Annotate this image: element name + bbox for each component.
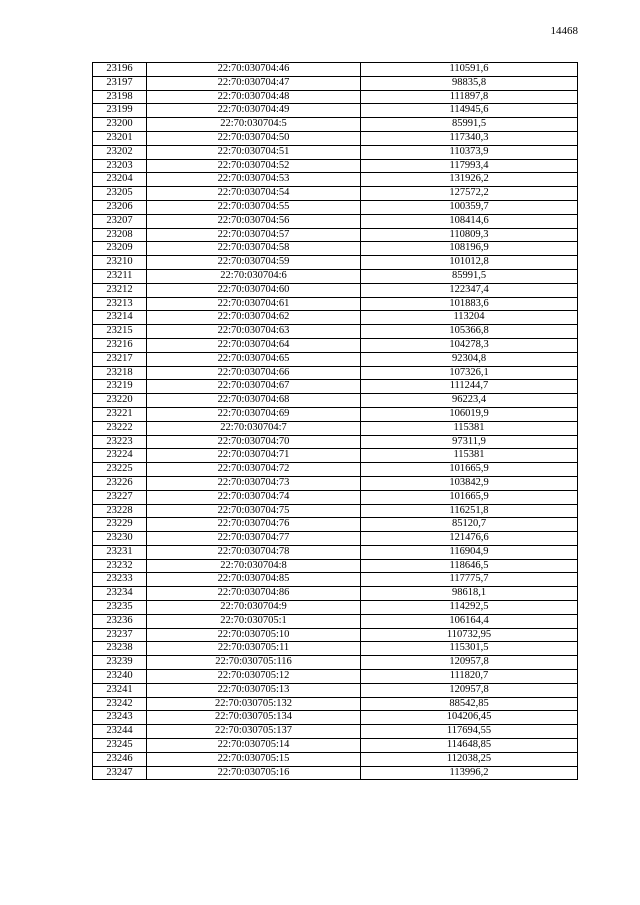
table-row [93,63,578,77]
row-number-cell: 23227 [93,490,147,504]
cadastral-number-cell: 22:70:030704:52 [147,159,361,173]
table-row [93,670,578,684]
table-row [93,187,578,201]
value-cell: 100359,7 [361,200,578,214]
row-number-cell: 23196 [93,63,147,77]
value-cell: 110373,9 [361,145,578,159]
value-cell: 110809,3 [361,228,578,242]
cadastral-number-cell: 22:70:030704:60 [147,283,361,297]
row-number-cell: 23215 [93,325,147,339]
value-cell: 88542,85 [361,697,578,711]
table-row [93,601,578,615]
table-row [93,173,578,187]
cadastral-number-cell: 22:70:030704:48 [147,90,361,104]
value-cell: 110591,6 [361,63,578,77]
row-number-cell: 23218 [93,366,147,380]
table-row [93,407,578,421]
value-cell: 116904,9 [361,545,578,559]
row-number-cell: 23220 [93,394,147,408]
value-cell: 112038,25 [361,752,578,766]
value-cell: 111897,8 [361,90,578,104]
table-row [93,449,578,463]
cadastral-number-cell: 22:70:030704:72 [147,463,361,477]
row-number-cell: 23223 [93,435,147,449]
cadastral-number-cell: 22:70:030704:57 [147,228,361,242]
cadastral-number-cell: 22:70:030704:67 [147,380,361,394]
row-number-cell: 23229 [93,518,147,532]
cadastral-number-cell: 22:70:030704:50 [147,131,361,145]
value-cell: 104206,45 [361,711,578,725]
cadastral-number-cell: 22:70:030704:56 [147,214,361,228]
value-cell: 108196,9 [361,242,578,256]
value-cell: 122347,4 [361,283,578,297]
cadastral-number-cell: 22:70:030704:51 [147,145,361,159]
value-cell: 111244,7 [361,380,578,394]
page-number: 14468 [550,25,578,37]
row-number-cell: 23203 [93,159,147,173]
cadastral-number-cell: 22:70:030704:53 [147,173,361,187]
cadastral-number-cell: 22:70:030705:1 [147,614,361,628]
row-number-cell: 23233 [93,573,147,587]
table-row [93,463,578,477]
cadastral-number-cell: 22:70:030704:76 [147,518,361,532]
row-number-cell: 23214 [93,311,147,325]
row-number-cell: 23240 [93,670,147,684]
row-number-cell: 23236 [93,614,147,628]
row-number-cell: 23231 [93,545,147,559]
table-row [93,587,578,601]
table-row [93,725,578,739]
value-cell: 108414,6 [361,214,578,228]
value-cell: 106164,4 [361,614,578,628]
cadastral-number-cell: 22:70:030704:65 [147,352,361,366]
row-number-cell: 23210 [93,256,147,270]
table-row [93,90,578,104]
row-number-cell: 23217 [93,352,147,366]
row-number-cell: 23205 [93,187,147,201]
value-cell: 115301,5 [361,642,578,656]
value-cell: 96223,4 [361,394,578,408]
value-cell: 101665,9 [361,490,578,504]
cadastral-number-cell: 22:70:030704:7 [147,421,361,435]
value-cell: 105366,8 [361,325,578,339]
cadastral-number-cell: 22:70:030705:137 [147,725,361,739]
value-cell: 121476,6 [361,532,578,546]
cadastral-number-cell: 22:70:030704:9 [147,601,361,615]
value-cell: 117775,7 [361,573,578,587]
value-cell: 131926,2 [361,173,578,187]
cadastral-number-cell: 22:70:030704:59 [147,256,361,270]
table-row [93,697,578,711]
value-cell: 98618,1 [361,587,578,601]
row-number-cell: 23212 [93,283,147,297]
cadastral-number-cell: 22:70:030704:58 [147,242,361,256]
row-number-cell: 23228 [93,504,147,518]
table-row [93,559,578,573]
table-row [93,394,578,408]
table-row [93,228,578,242]
row-number-cell: 23197 [93,76,147,90]
table-row [93,545,578,559]
row-number-cell: 23216 [93,338,147,352]
value-cell: 117694,55 [361,725,578,739]
value-cell: 113204 [361,311,578,325]
table-row [93,159,578,173]
value-cell: 120957,8 [361,656,578,670]
value-cell: 114292,5 [361,601,578,615]
row-number-cell: 23207 [93,214,147,228]
table-row [93,518,578,532]
value-cell: 117993,4 [361,159,578,173]
value-cell: 114945,6 [361,104,578,118]
cadastral-number-cell: 22:70:030704:64 [147,338,361,352]
cadastral-number-cell: 22:70:030704:70 [147,435,361,449]
row-number-cell: 23241 [93,683,147,697]
value-cell: 101883,6 [361,297,578,311]
row-number-cell: 23199 [93,104,147,118]
cadastral-number-cell: 22:70:030705:11 [147,642,361,656]
row-number-cell: 23201 [93,131,147,145]
cadastral-number-cell: 22:70:030704:77 [147,532,361,546]
row-number-cell: 23226 [93,476,147,490]
row-number-cell: 23239 [93,656,147,670]
cadastral-number-cell: 22:70:030705:16 [147,766,361,780]
value-cell: 115381 [361,421,578,435]
cadastral-number-cell: 22:70:030704:8 [147,559,361,573]
value-cell: 117340,3 [361,131,578,145]
row-number-cell: 23213 [93,297,147,311]
table-row [93,421,578,435]
table-row [93,380,578,394]
cadastral-number-cell: 22:70:030704:78 [147,545,361,559]
cadastral-number-cell: 22:70:030705:12 [147,670,361,684]
table-row [93,476,578,490]
value-cell: 127572,2 [361,187,578,201]
row-number-cell: 23202 [93,145,147,159]
value-cell: 114648,85 [361,739,578,753]
table-row [93,766,578,780]
value-cell: 118646,5 [361,559,578,573]
table-row [93,76,578,90]
row-number-cell: 23243 [93,711,147,725]
row-number-cell: 23206 [93,200,147,214]
cadastral-number-cell: 22:70:030704:73 [147,476,361,490]
value-cell: 85120,7 [361,518,578,532]
cadastral-number-cell: 22:70:030704:63 [147,325,361,339]
table-row [93,628,578,642]
row-number-cell: 23230 [93,532,147,546]
row-number-cell: 23224 [93,449,147,463]
cadastral-number-cell: 22:70:030704:75 [147,504,361,518]
table-row [93,739,578,753]
value-cell: 98835,8 [361,76,578,90]
row-number-cell: 23232 [93,559,147,573]
table-row [93,532,578,546]
table-row [93,711,578,725]
row-number-cell: 23222 [93,421,147,435]
cadastral-number-cell: 22:70:030704:61 [147,297,361,311]
table-row [93,352,578,366]
table-row [93,366,578,380]
table-row [93,338,578,352]
table-row [93,435,578,449]
row-number-cell: 23238 [93,642,147,656]
value-cell: 113996,2 [361,766,578,780]
row-number-cell: 23242 [93,697,147,711]
table-row [93,614,578,628]
value-cell: 85991,5 [361,269,578,283]
value-cell: 101012,8 [361,256,578,270]
row-number-cell: 23245 [93,739,147,753]
cadastral-number-cell: 22:70:030705:116 [147,656,361,670]
table-row [93,283,578,297]
value-cell: 110732,95 [361,628,578,642]
row-number-cell: 23208 [93,228,147,242]
cadastral-number-cell: 22:70:030704:66 [147,366,361,380]
table-row [93,573,578,587]
cadastral-number-cell: 22:70:030704:49 [147,104,361,118]
cadastral-number-cell: 22:70:030705:10 [147,628,361,642]
table-row [93,269,578,283]
row-number-cell: 23234 [93,587,147,601]
table-body [93,63,578,780]
row-number-cell: 23246 [93,752,147,766]
value-cell: 103842,9 [361,476,578,490]
table-row [93,683,578,697]
row-number-cell: 23235 [93,601,147,615]
cadastral-number-cell: 22:70:030704:54 [147,187,361,201]
row-number-cell: 23247 [93,766,147,780]
table-row [93,656,578,670]
row-number-cell: 23225 [93,463,147,477]
cadastral-number-cell: 22:70:030704:71 [147,449,361,463]
value-cell: 111820,7 [361,670,578,684]
cadastral-number-cell: 22:70:030704:55 [147,200,361,214]
table-row [93,490,578,504]
value-cell: 116251,8 [361,504,578,518]
table-row [93,118,578,132]
table-row [93,200,578,214]
cadastral-number-cell: 22:70:030704:5 [147,118,361,132]
table-row [93,131,578,145]
row-number-cell: 23209 [93,242,147,256]
table-row [93,242,578,256]
cadastral-number-cell: 22:70:030705:13 [147,683,361,697]
value-cell: 106019,9 [361,407,578,421]
cadastral-number-cell: 22:70:030704:69 [147,407,361,421]
cadastral-number-cell: 22:70:030704:68 [147,394,361,408]
row-number-cell: 23244 [93,725,147,739]
cadastral-number-cell: 22:70:030704:6 [147,269,361,283]
row-number-cell: 23204 [93,173,147,187]
cadastral-number-cell: 22:70:030704:86 [147,587,361,601]
value-cell: 101665,9 [361,463,578,477]
cadastral-number-cell: 22:70:030704:74 [147,490,361,504]
row-number-cell: 23237 [93,628,147,642]
value-cell: 115381 [361,449,578,463]
cadastral-number-cell: 22:70:030705:134 [147,711,361,725]
cadastral-number-cell: 22:70:030704:62 [147,311,361,325]
cadastral-value-table [92,62,578,780]
table-row [93,104,578,118]
cadastral-number-cell: 22:70:030705:14 [147,739,361,753]
row-number-cell: 23221 [93,407,147,421]
table-row [93,256,578,270]
table-row [93,504,578,518]
value-cell: 85991,5 [361,118,578,132]
table-row [93,642,578,656]
row-number-cell: 23198 [93,90,147,104]
cadastral-number-cell: 22:70:030705:15 [147,752,361,766]
row-number-cell: 23219 [93,380,147,394]
table-row [93,214,578,228]
table-row [93,297,578,311]
table-row [93,325,578,339]
row-number-cell: 23211 [93,269,147,283]
table-row [93,311,578,325]
row-number-cell: 23200 [93,118,147,132]
value-cell: 120957,8 [361,683,578,697]
value-cell: 104278,3 [361,338,578,352]
cadastral-number-cell: 22:70:030704:85 [147,573,361,587]
table-row [93,145,578,159]
cadastral-number-cell: 22:70:030704:46 [147,63,361,77]
cadastral-number-cell: 22:70:030705:132 [147,697,361,711]
table-row [93,752,578,766]
value-cell: 92304,8 [361,352,578,366]
value-cell: 97311,9 [361,435,578,449]
value-cell: 107326,1 [361,366,578,380]
cadastral-number-cell: 22:70:030704:47 [147,76,361,90]
